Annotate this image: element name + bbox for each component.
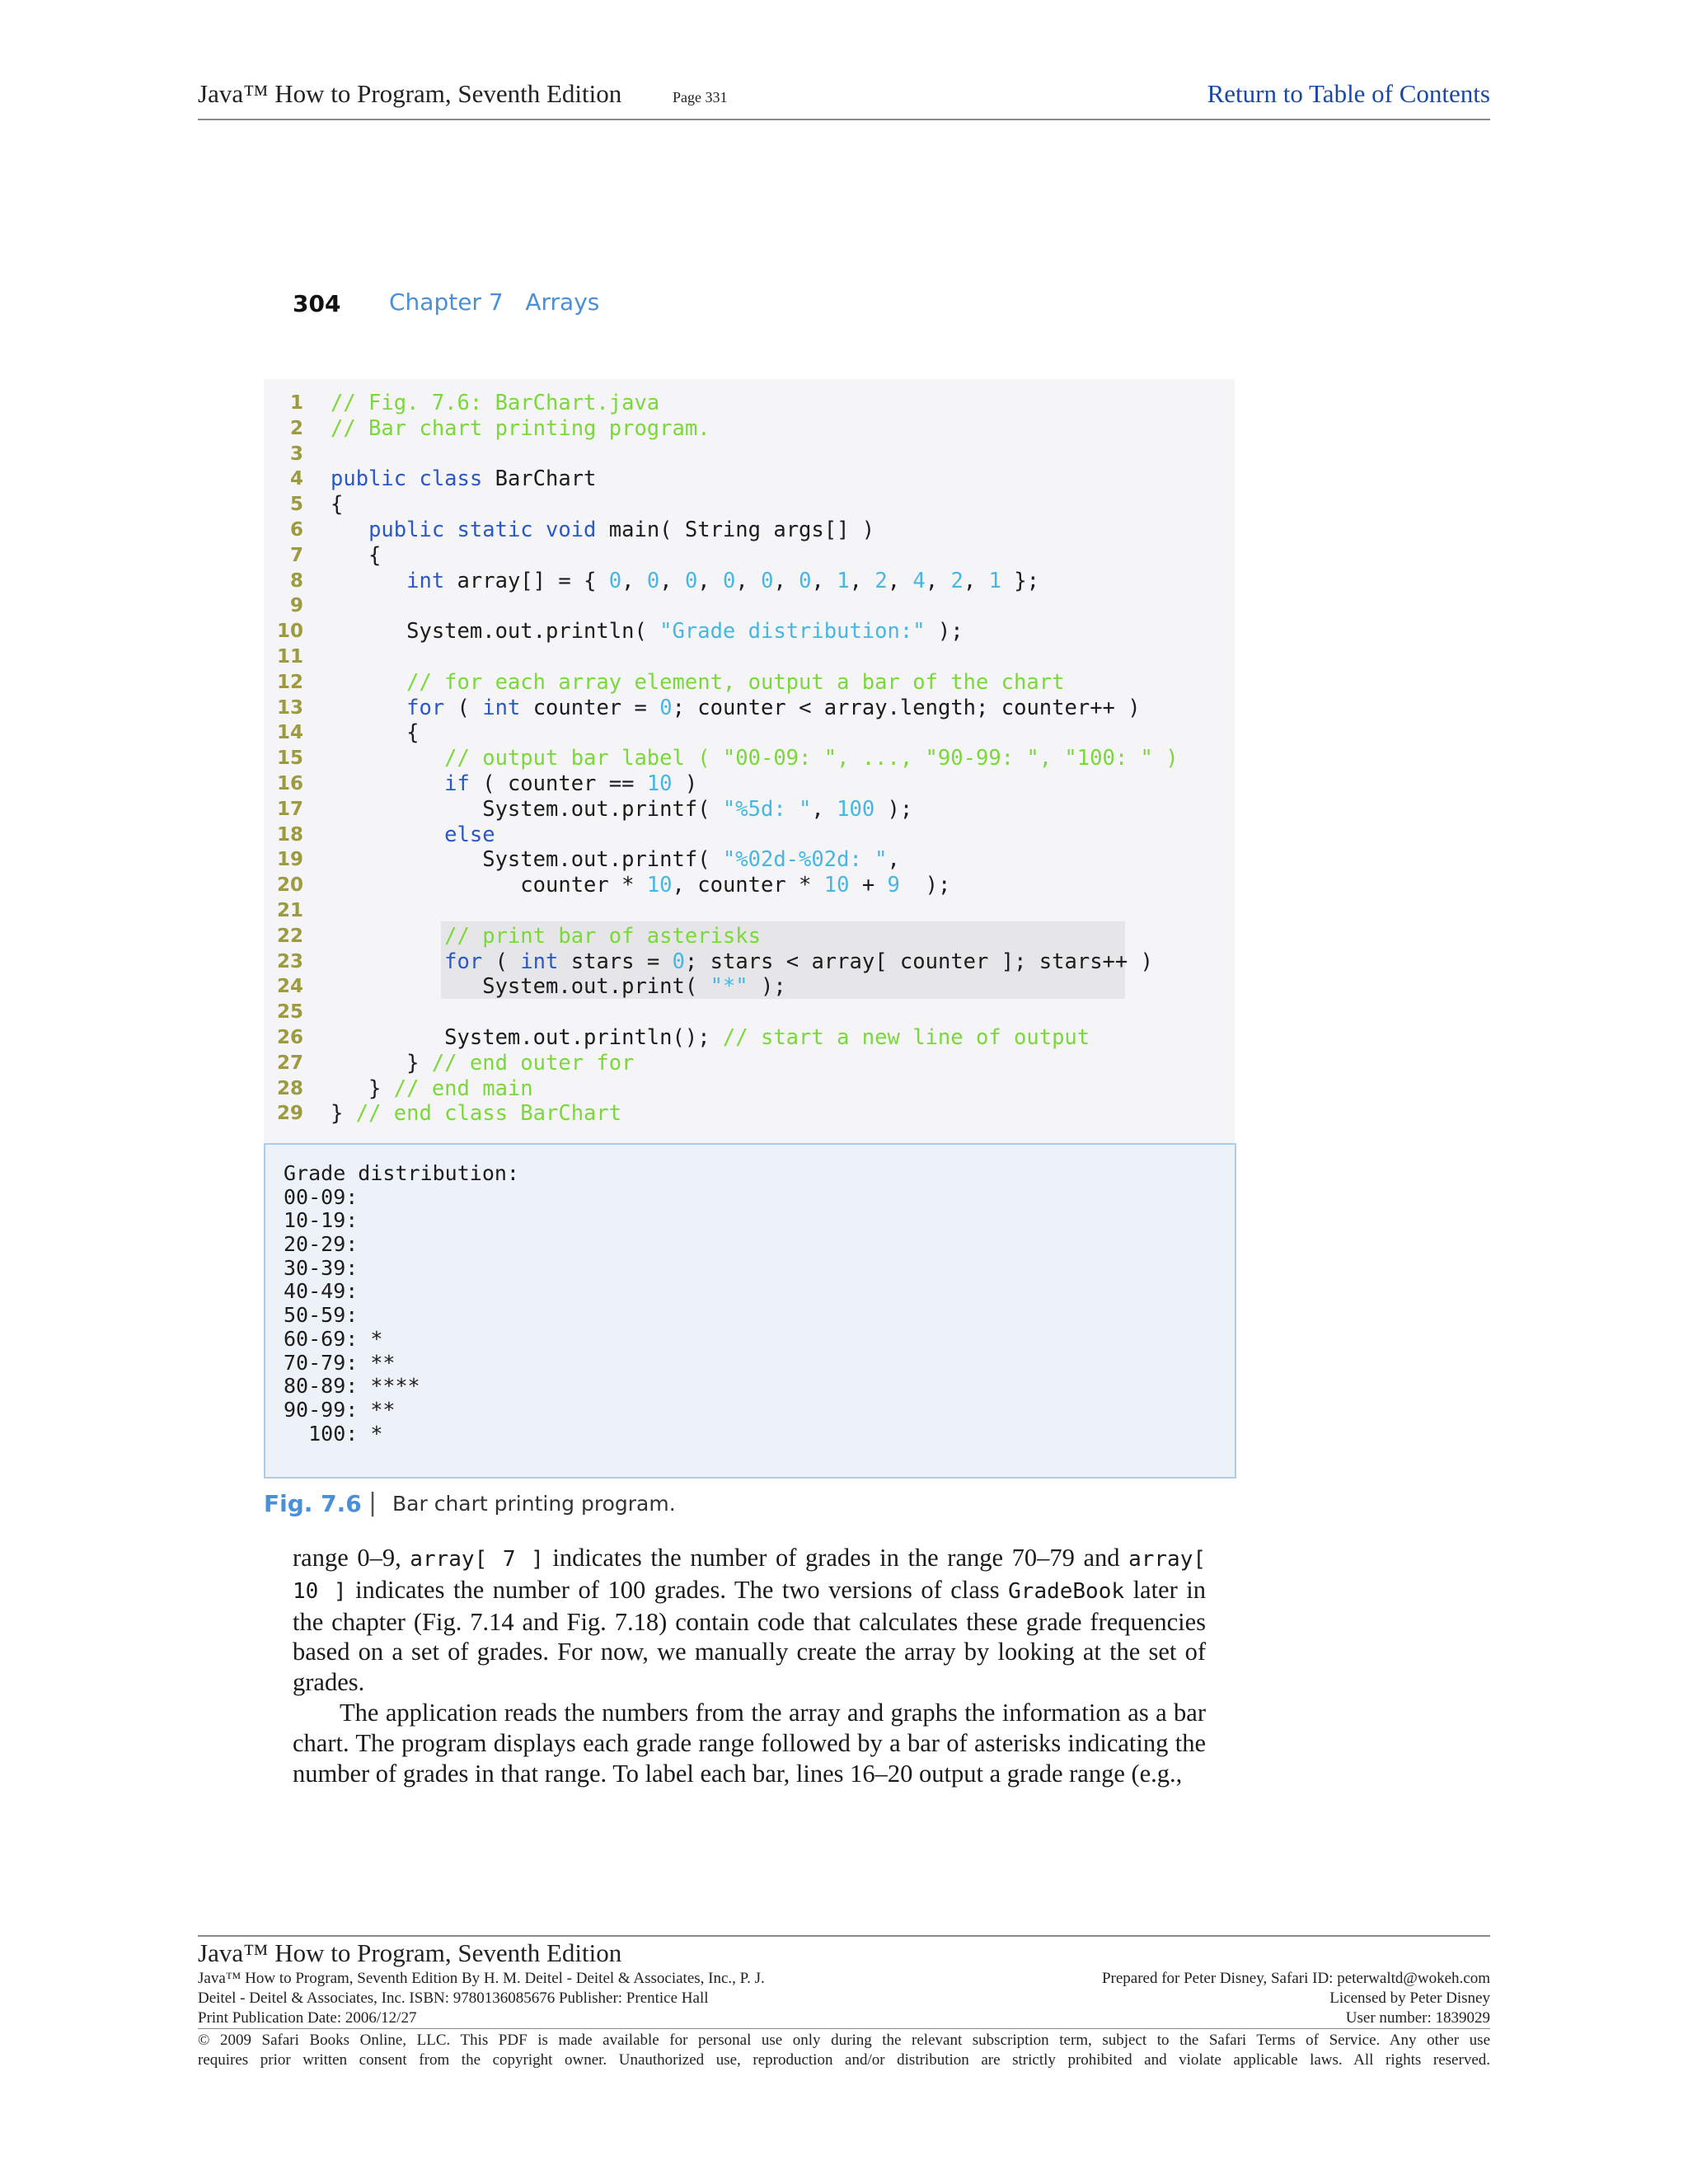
- code-text: public class BarChart: [331, 466, 597, 492]
- code-line: [264, 391, 1235, 416]
- line-number: 29: [276, 1103, 303, 1125]
- code-text: {: [331, 492, 344, 518]
- output-line: Grade distribution:: [284, 1161, 519, 1185]
- output-line: 30-39:: [284, 1255, 371, 1280]
- page-indicator: Page 331: [673, 89, 728, 105]
- code-text: System.out.println( "Grade distribution:" );: [331, 619, 964, 644]
- line-number: 21: [276, 899, 303, 921]
- code-lines: [264, 391, 1235, 1127]
- footer-title: Java™ How to Program, Seventh Edition: [198, 1938, 622, 1967]
- code-text: int array[] = { 0, 0, 0, 0, 0, 0, 1, 2, 4, 2, 1 };: [406, 568, 1039, 593]
- line-number: 16: [276, 772, 303, 794]
- code-line: [264, 823, 1235, 848]
- body-text: [293, 1543, 1206, 1788]
- footer-license: Licensed by Peter Disney: [1329, 1990, 1490, 2007]
- line-number: 1: [289, 392, 303, 414]
- line-number: 15: [276, 748, 303, 770]
- paragraph: The application reads the numbers from the array and graphs the information as a bar chart. The program displays each grade range followed by a bar of asterisks indicating the number of grades in that range. To label each bar, lines 16–20 output a grade range (e.g.,: [293, 1698, 1206, 1788]
- copyright-line-2: requires prior written consent from the copyright owner. Unauthorized use, reproduction and/or distribution are strictly prohibited and violate applicable laws. All rights reserved.: [198, 2051, 1490, 2069]
- code-text: // Bar chart printing program.: [331, 415, 710, 441]
- output-line: 40-49:: [284, 1279, 371, 1304]
- line-number: 6: [289, 518, 303, 541]
- code-line: [264, 1000, 1235, 1025]
- line-number: 19: [276, 849, 303, 871]
- line-number: 28: [276, 1077, 303, 1099]
- footer-prepared-for: Prepared for Peter Disney, Safari ID: peterwaltd@wokeh.com: [1101, 1970, 1490, 1987]
- code-line: [264, 771, 1235, 797]
- inline-code: GradeBook: [1008, 1578, 1125, 1604]
- line-number: 8: [289, 569, 303, 592]
- code-text: // output bar label ( "00-09: ", ..., "90-99: ", "100: " ): [331, 746, 1179, 771]
- output-line: 90-99: **: [284, 1397, 396, 1422]
- output-line: 70-79: **: [284, 1350, 396, 1375]
- inline-code: array[ 7 ]: [410, 1547, 544, 1572]
- page-footer: [198, 1935, 1490, 2069]
- figure-caption: Bar chart printing program.: [392, 1492, 676, 1516]
- footer-pub-date: Print Publication Date: 2006/12/27: [198, 2009, 417, 2027]
- line-number: 25: [276, 1001, 303, 1024]
- code-text: {: [331, 720, 420, 746]
- chapter-heading: [389, 288, 599, 316]
- code-line: [264, 569, 1235, 594]
- code-line: [264, 644, 1235, 670]
- code-text: else: [444, 822, 495, 847]
- code-line: [264, 518, 1235, 543]
- line-number: 10: [276, 621, 303, 643]
- code-text: // Fig. 7.6: BarChart.java: [331, 391, 660, 415]
- footer-divider: [198, 2028, 1490, 2029]
- code-text: System.out.print( "*" );: [331, 974, 786, 1000]
- code-line: [264, 873, 1235, 898]
- line-number: 13: [276, 696, 303, 719]
- code-text: for ( int counter = 0; counter < array.length; counter++ ): [406, 695, 1141, 720]
- code-line: [264, 924, 1235, 949]
- line-number: 3: [289, 443, 303, 465]
- code-line: [264, 898, 1235, 924]
- paragraph: range 0–9, array[ 7 ] indicates the number of grades in the range 70–79 and array[ 10 ] indicates the number of 100 grades. The two versions of class GradeBook later in the chapter (Fig. 7.14 and Fig. 7.18) contain code that calculates these grade frequencies based on a set of grades. For now, we manually create the array by looking at the set of grades.: [293, 1544, 1207, 1697]
- return-to-toc-link[interactable]: Return to Table of Contents: [1207, 79, 1490, 108]
- output-line: 80-89: ****: [284, 1374, 420, 1399]
- code-text: // print bar of asterisks: [331, 923, 761, 949]
- code-text: // for each array element, output a bar of the chart: [331, 669, 1065, 695]
- line-number: 5: [289, 494, 303, 516]
- line-number: 2: [289, 417, 303, 439]
- code-line: [264, 847, 1235, 873]
- code-line: [264, 1101, 1235, 1127]
- code-line: [264, 720, 1235, 746]
- code-line: [264, 593, 1235, 619]
- line-number: 4: [289, 468, 303, 490]
- code-line: [264, 696, 1235, 721]
- code-text: System.out.printf( "%5d: ", 100 );: [331, 796, 913, 822]
- code-text: counter * 10, counter * 10 + 9 );: [331, 873, 951, 898]
- footer-authors: Java™ How to Program, Seventh Edition By H. M. Deitel - Deitel & Associates, Inc., P. J.: [198, 1970, 765, 1987]
- line-number: 24: [276, 976, 303, 998]
- code-text: } // end outer for: [331, 1050, 635, 1076]
- output-lines: [284, 1162, 519, 1446]
- figure-label: Fig. 7.6: [264, 1490, 362, 1517]
- code-text: public static void main( String args[] ): [368, 517, 875, 542]
- book-title: Java™ How to Program, Seventh Edition: [198, 79, 622, 108]
- code-text: System.out.println(); // start a new line of output: [331, 1024, 1090, 1050]
- footer-publisher: Deitel - Deitel & Associates, Inc. ISBN: 9780136085676 Publisher: Prentice Hall: [198, 1990, 709, 2007]
- output-line: 100: *: [284, 1421, 383, 1446]
- line-number: 22: [276, 925, 303, 947]
- code-line: [264, 466, 1235, 492]
- code-text: for ( int stars = 0; stars < array[ counter ]; stars++ ): [444, 949, 1153, 974]
- page-number: 304: [293, 290, 341, 317]
- line-number: 7: [289, 544, 303, 566]
- code-line: [264, 1025, 1235, 1051]
- output-line: 50-59:: [284, 1303, 371, 1328]
- code-line: [264, 1076, 1235, 1102]
- output-line: 10-19:: [284, 1208, 371, 1233]
- copyright-line-1: © 2009 Safari Books Online, LLC. This PDF is made available for personal use only during the relevant subscription term, subject to the Safari Terms of Service. Any other use: [198, 2032, 1490, 2049]
- page-header: [198, 76, 1490, 120]
- code-line: [264, 619, 1235, 644]
- output-line: 60-69: *: [284, 1326, 383, 1351]
- code-line: [264, 416, 1235, 442]
- line-number: 11: [276, 645, 303, 668]
- code-line: [264, 543, 1235, 569]
- code-line: [264, 492, 1235, 518]
- line-number: 20: [276, 874, 303, 897]
- line-number: 18: [276, 823, 303, 846]
- line-number: 14: [276, 722, 303, 744]
- code-text: {: [331, 542, 382, 568]
- line-number: 12: [276, 671, 303, 693]
- code-line: [264, 1051, 1235, 1076]
- chapter-label: Chapter 7: [389, 288, 504, 316]
- code-text: } // end class BarChart: [331, 1101, 622, 1127]
- output-line: 00-09:: [284, 1184, 371, 1209]
- code-line: [264, 974, 1235, 1000]
- output-line: 20-29:: [284, 1232, 371, 1257]
- code-text: } // end main: [331, 1076, 533, 1101]
- line-number: 9: [289, 595, 303, 617]
- code-line: [264, 746, 1235, 771]
- footer-user-number: User number: 1839029: [1345, 2009, 1490, 2027]
- inline-code: array[ 10 ]: [293, 1547, 1207, 1604]
- code-line: [264, 670, 1235, 696]
- line-number: 27: [276, 1052, 303, 1074]
- code-line: [264, 797, 1235, 823]
- code-line: [264, 442, 1235, 467]
- chapter-title: Arrays: [525, 288, 600, 316]
- code-line: [264, 949, 1235, 975]
- line-number: 23: [276, 950, 303, 972]
- line-number: 26: [276, 1026, 303, 1048]
- code-text: if ( counter == 10 ): [444, 771, 698, 796]
- line-number: 17: [276, 798, 303, 820]
- caption-separator: |: [368, 1488, 377, 1517]
- code-text: System.out.printf( "%02d-%02d: ",: [331, 847, 900, 873]
